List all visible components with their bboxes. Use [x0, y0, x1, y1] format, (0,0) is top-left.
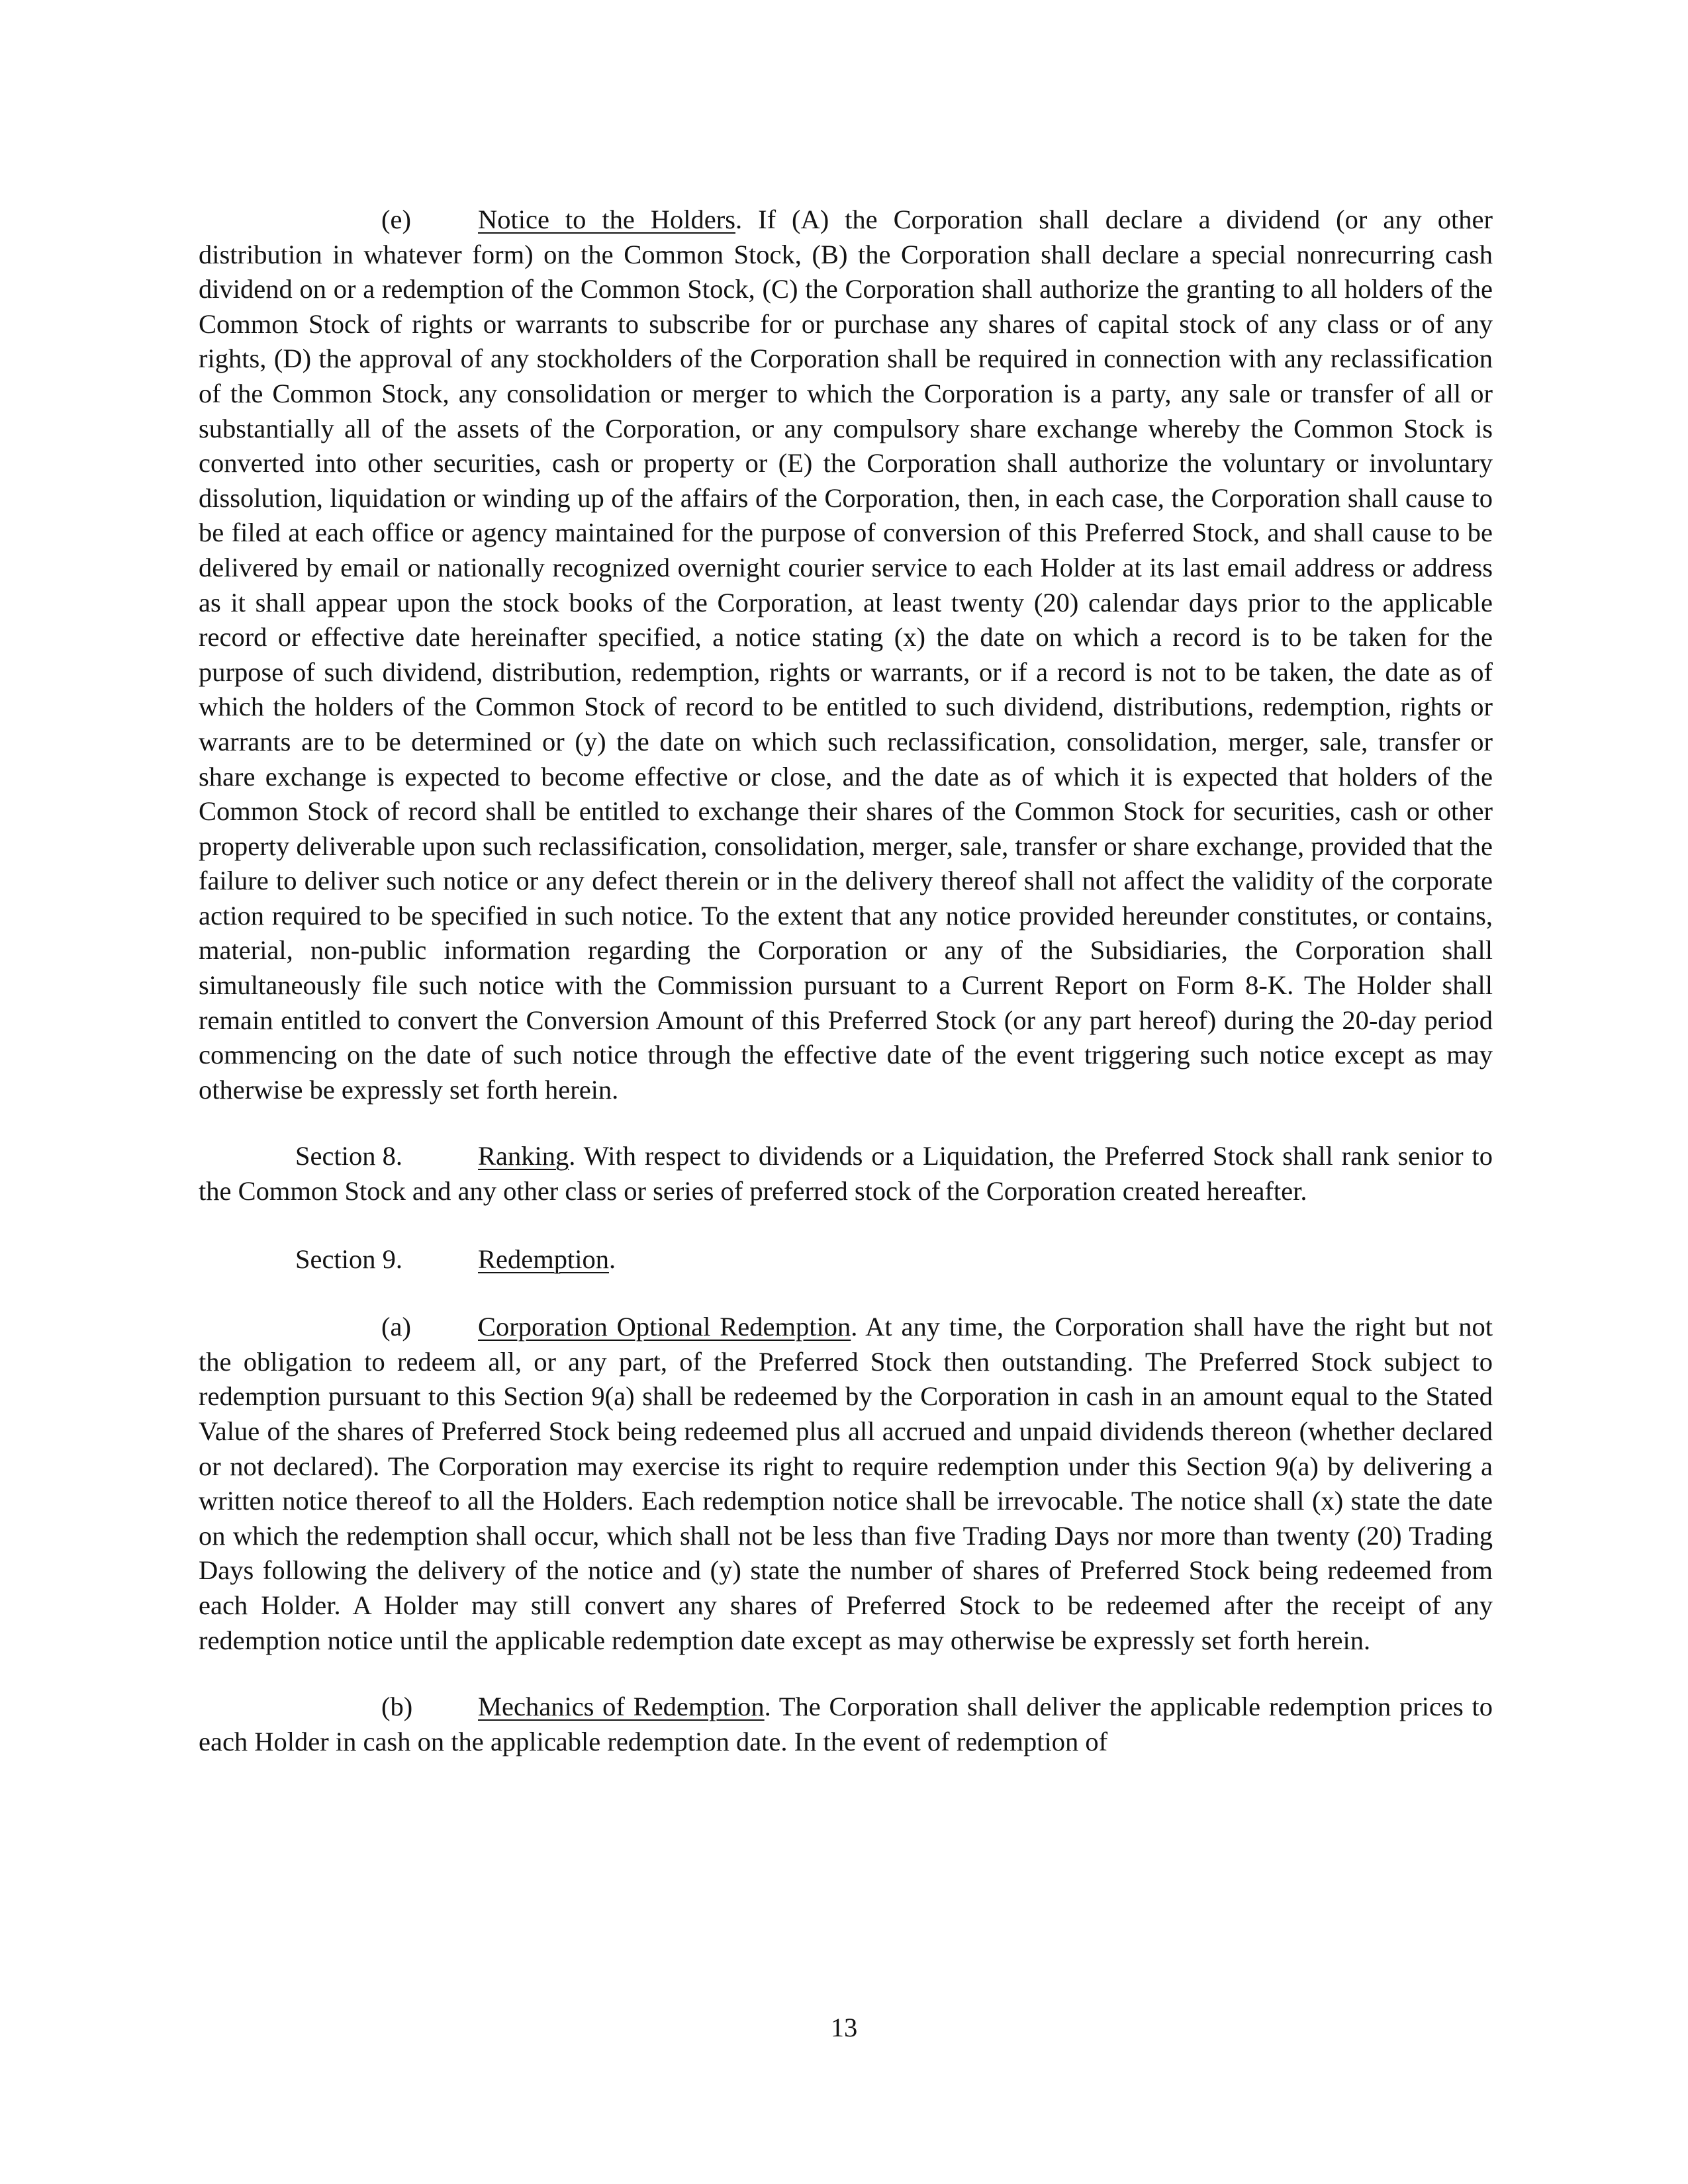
heading-notice-to-holders: Notice to the Holders [478, 205, 736, 234]
paragraph-section-9-redemption [199, 1242, 1493, 1277]
body-ranking: With respect to dividends or a Liquidation, the Preferred Stock shall rank senior to the Common Stock and any other class or series of preferred stock of the Corporation created hereafter. [199, 1141, 1493, 1206]
page-number: 13 [830, 2013, 858, 2042]
clause-label-e: (e) [381, 205, 411, 234]
heading-punct-e: . [735, 205, 743, 234]
heading-punct-8: . [569, 1141, 576, 1171]
paragraph-optional-redemption [199, 1310, 1493, 1658]
paragraph-section-8-ranking [199, 1139, 1493, 1208]
clause-label-a: (a) [381, 1312, 411, 1342]
heading-redemption: Redemption [478, 1244, 609, 1274]
paragraph-mechanics-of-redemption [199, 1690, 1493, 1759]
heading-optional-redemption: Corporation Optional Redemption [478, 1312, 851, 1342]
section-label-8: Section 8. [295, 1141, 402, 1171]
heading-ranking: Ranking [478, 1141, 569, 1171]
section-label-9: Section 9. [295, 1244, 402, 1274]
heading-punct-9: . [608, 1244, 616, 1274]
body-notice-to-holders: If (A) the Corporation shall declare a dividend (or any other distribution in whatever form) on the Common Stock, (B) the Corporation shall declare a special nonrecurring cash dividend on or a redemption of the Common Stock, (C) the Corporation shall authorize the granting to all holders of the Common Stock of rights or warrants to subscribe for or purchase any shares of capital stock of any class or of any rights, (D) the approval of any stockholders of the Corporation shall be required in connection with any reclassification of the Common Stock, any consolidation or merger to which the Corporation is a party, any sale or transfer of all or substantially all of the assets of the Corporation, or any compulsory share exchange whereby the Common Stock is converted into other securities, cash or property or (E) the Corporation shall authorize the voluntary or involuntary dissolution, liquidation or winding up of the affairs of the Corporation, then, in each case, the Corporation shall cause to be filed at each office or agency maintained for the purpose of conversion of this Preferred Stock, and shall cause to be delivered by email or nationally recognized overnight courier service to each Holder at its last email address or address as it shall appear upon the stock books of the Corporation, at least twenty (20) calendar days prior to the applicable record or effective date hereinafter specified, a notice stating (x) the date on which a record is to be taken for the purpose of such dividend, distribution, redemption, rights or warrants, or if a record is not to be taken, the date as of which the holders of the Common Stock of record to be entitled to such dividend, distributions, redemption, rights or warrants are to be determined or (y) the date on which such reclassification, consolidation, merger, sale, transfer or share exchange is expected to become effective or close, and the date as of which it is expected that holders of the Common Stock of record shall be entitled to exchange their shares of the Common Stock for securities, cash or other property deliverable upon such reclassification, consolidation, merger, sale, transfer or share exchange, provided that the failure to deliver such notice or any defect therein or in the delivery thereof shall not affect the validity of the corporate action required to be specified in such notice. To the extent that any notice provided hereunder constitutes, or contains, material, non-public information regarding the Corporation or any of the Subsidiaries, the Corporation shall simultaneously file such notice with the Commission pursuant to a Current Report on Form 8-K. The Holder shall remain entitled to convert the Conversion Amount of this Preferred Stock (or any part hereof) during the 20-day period commencing on the date of such notice through the effective date of the event triggering such notice except as may otherwise be expressly set forth herein. [199, 205, 1493, 1105]
heading-mechanics-of-redemption: Mechanics of Redemption [478, 1692, 765, 1722]
paragraph-notice-to-holders [199, 203, 1493, 1107]
body-optional-redemption: At any time, the Corporation shall have the right but not the obligation to redeem all, or any part, of the Preferred Stock then outstanding. The Preferred Stock subject to redemption pursuant to this Section 9(a) shall be redeemed by the Corporation in cash in an amount equal to the Stated Value of the shares of Preferred Stock being redeemed plus all accrued and unpaid dividends thereon (whether declared or not declared). The Corporation may exercise its right to require redemption under this Section 9(a) by delivering a written notice thereof to all the Holders. Each redemption notice shall be irrevocable. The notice shall (x) state the date on which the redemption shall occur, which shall not be less than five Trading Days nor more than twenty (20) Trading Days following the delivery of the notice and (y) state the number of shares of Preferred Stock being redeemed from each Holder. A Holder may still convert any shares of Preferred Stock to be redeemed after the receipt of any redemption notice until the applicable redemption date except as may otherwise be expressly set forth herein. [199, 1312, 1493, 1655]
body-mechanics-of-redemption: The Corporation shall deliver the applicable redemption prices to each Holder in cash on the applicable redemption date. In the event of redemption of [199, 1692, 1493, 1756]
clause-label-b: (b) [381, 1692, 413, 1722]
heading-punct-b: . [764, 1692, 771, 1722]
heading-punct-a: . [851, 1312, 858, 1342]
document-page [199, 203, 1493, 1759]
